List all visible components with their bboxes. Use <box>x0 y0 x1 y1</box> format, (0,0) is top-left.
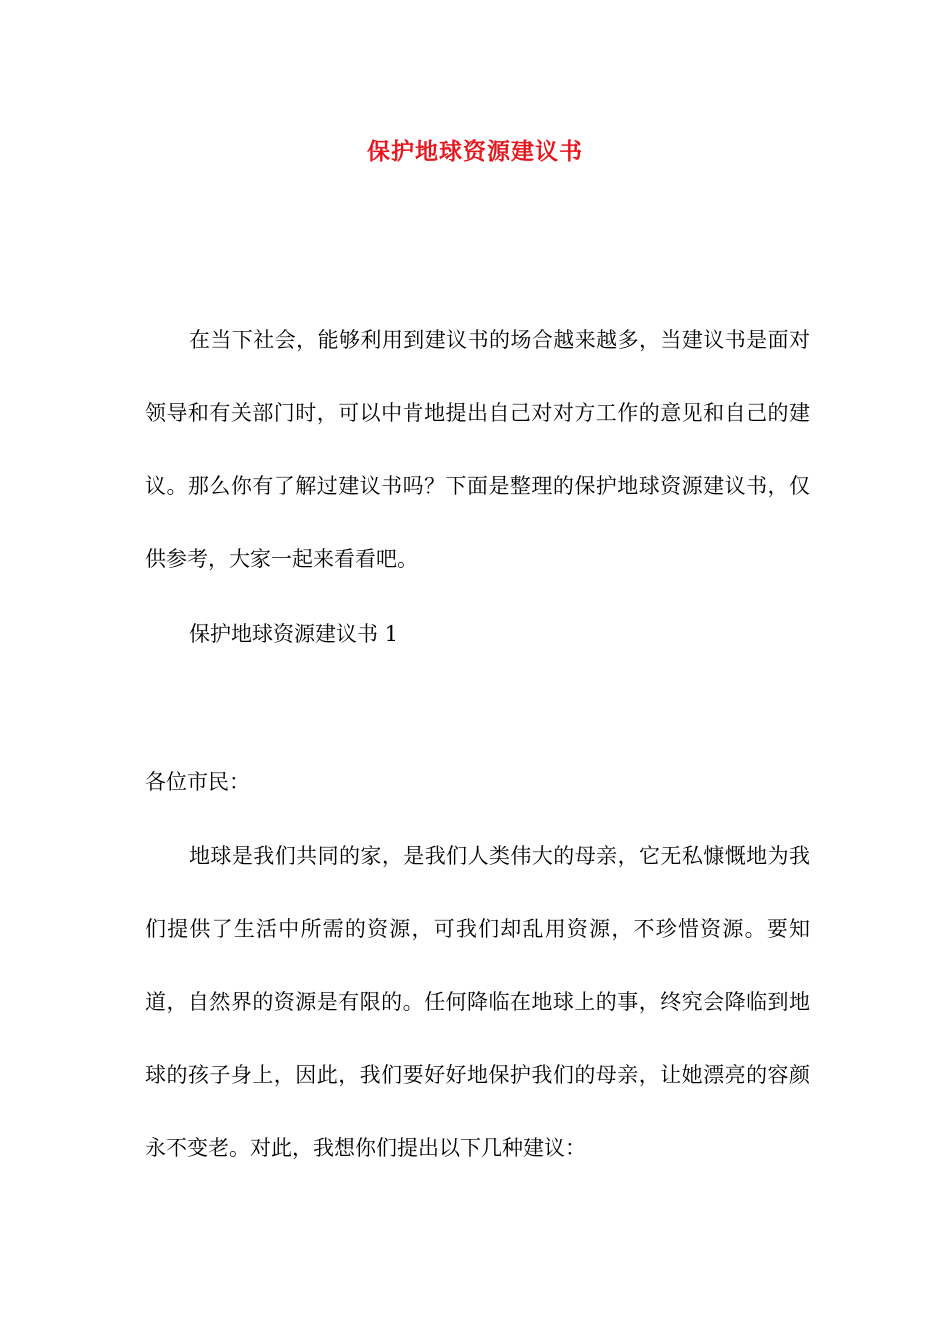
document-title: 保护地球资源建议书 <box>367 138 583 165</box>
intro-paragraph: 在当下社会，能够利用到建议书的场合越来越多，当建议书是面对领导和有关部门时，可以中肯地提出自己对对方工作的意见和自己的建议。那么你有了解过建议书吗？下面是整理的保护地球资源建议书，仅供参考，大家一起来看看吧。 <box>145 328 810 571</box>
salutation: 各位市民： <box>145 770 250 794</box>
body-paragraph: 地球是我们共同的家，是我们人类伟大的母亲，它无私慷慨地为我们提供了生活中所需的资源，可我们却乱用资源，不珍惜资源。要知道，自然界的资源是有限的。任何降临在地球上的事，终究会降临到地球的孩子身上，因此，我们要好好地保护我们的母亲，让她漂亮的容颜永不变老。对此，我想你们提出以下几种建议： <box>145 844 810 1160</box>
section-heading: 保护地球资源建议书 1 <box>189 622 399 646</box>
